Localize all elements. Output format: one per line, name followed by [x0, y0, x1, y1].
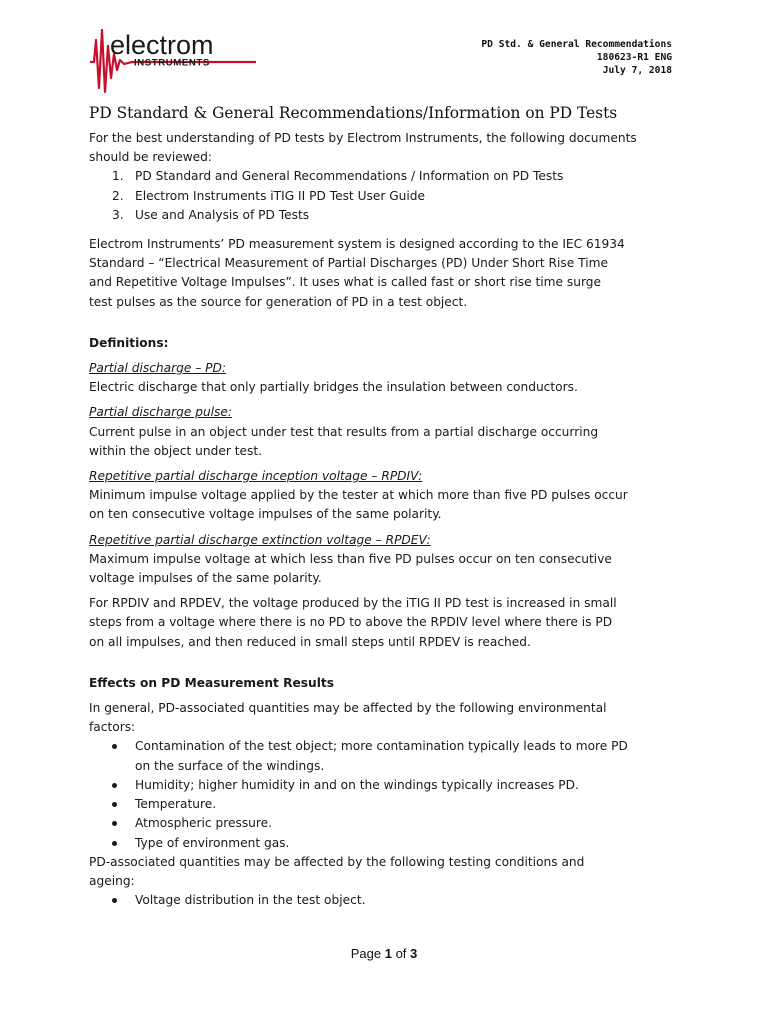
list-item: [89, 187, 689, 206]
list-item: [89, 795, 689, 814]
paragraph-line: PD-associated quantities may be affected by the following testing conditions and: [89, 854, 585, 869]
definition-text: Maximum impulse voltage at which less than five PD pulses occur on ten consecutive: [89, 551, 612, 566]
logo-wordmark: electrom: [110, 30, 214, 60]
list-item-text: Electrom Instruments iTIG II PD Test User Guide: [135, 188, 426, 203]
testing-conditions-intro: [89, 853, 689, 891]
definition-item: [89, 359, 689, 397]
bullet-icon: [112, 783, 117, 788]
list-item-text: PD Standard and General Recommendations / Information on PD Tests: [135, 169, 564, 184]
intro-line: should be reviewed:: [89, 150, 213, 165]
bullet-icon: [112, 744, 117, 749]
list-item: [89, 891, 689, 910]
list-item-text: on the surface of the windings.: [135, 758, 325, 773]
bullet-icon: [112, 841, 117, 846]
list-item: [89, 776, 689, 795]
current-page-number: 1: [384, 946, 392, 961]
definition-text: voltage impulses of the same polarity.: [89, 571, 322, 586]
definition-term: Partial discharge – PD:: [89, 361, 227, 376]
page-title: PD Standard & General Recommendations/Information on PD Tests: [89, 104, 618, 122]
definition-text: on ten consecutive voltage impulses of the same polarity.: [89, 507, 442, 522]
definition-text: within the object under test.: [89, 443, 262, 458]
paragraph-line: steps from a voltage where there is no PD to above the RPDIV level where there is PD: [89, 615, 613, 630]
paragraph-line: test pulses as the source for generation of PD in a test object.: [89, 294, 468, 309]
paragraph-line: Standard – “Electrical Measurement of Partial Discharges (PD) Under Short Rise Time: [89, 256, 608, 271]
testing-conditions-list: [89, 891, 689, 910]
intro-line: For the best understanding of PD tests by Electrom Instruments, the following documents: [89, 131, 637, 145]
intro-paragraph: [89, 129, 689, 167]
definition-item: [89, 531, 689, 589]
definition-term: Partial discharge pulse:: [89, 405, 233, 420]
header-doc-number: 180623-R1 ENG: [596, 52, 672, 64]
paragraph-line: on all impulses, and then reduced in small steps until RPDEV is reached.: [89, 634, 531, 649]
logo-subtitle: INSTRUMENTS: [134, 57, 210, 69]
list-number: 1.: [112, 169, 124, 184]
definition-item: [89, 403, 689, 461]
list-item-text: Type of environment gas.: [135, 835, 290, 850]
rpdiv-note-paragraph: [89, 594, 689, 652]
list-item: [89, 206, 689, 225]
bullet-icon: [112, 898, 117, 903]
list-number: 3.: [112, 207, 124, 222]
list-item-text: Use and Analysis of PD Tests: [135, 207, 310, 222]
list-item: [89, 814, 689, 833]
list-item-text: Atmospheric pressure.: [135, 816, 273, 831]
environmental-factors-intro: [89, 699, 689, 737]
list-item: [89, 834, 689, 853]
paragraph-line: Electrom Instruments’ PD measurement system is designed according to the IEC 61934: [89, 237, 625, 252]
list-item-text: Temperature.: [135, 797, 217, 812]
header-doc-date: July 7, 2018: [602, 65, 672, 77]
paragraph-line: For RPDIV and RPDEV, the voltage produced by the iTIG II PD test is increased in small: [89, 596, 617, 611]
document-body: [89, 129, 689, 910]
iec-paragraph: [89, 235, 689, 312]
environmental-factors-list: [89, 737, 689, 852]
definition-text: Electric discharge that only partially bridges the insulation between conductors.: [89, 380, 578, 395]
definition-term: Repetitive partial discharge inception voltage – RPDIV:: [89, 469, 423, 484]
paragraph-line: ageing:: [89, 873, 135, 888]
definition-item: [89, 467, 689, 525]
of-word: of: [395, 946, 407, 961]
effects-heading: Effects on PD Measurement Results: [89, 675, 334, 690]
list-item-text: Voltage distribution in the test object.: [135, 893, 366, 908]
bullet-icon: [112, 802, 117, 807]
list-item: [89, 737, 689, 775]
definition-text: Minimum impulse voltage applied by the tester at which more than five PD pulses occur: [89, 488, 628, 503]
header-doc-title: PD Std. & General Recommendations: [481, 39, 672, 50]
paragraph-line: factors:: [89, 720, 136, 735]
definition-term: Repetitive partial discharge extinction voltage – RPDEV:: [89, 532, 431, 547]
total-page-count: 3: [410, 946, 418, 961]
page-footer: [0, 946, 768, 961]
bullet-icon: [112, 821, 117, 826]
review-documents-list: [89, 167, 689, 225]
list-number: 2.: [112, 188, 124, 203]
paragraph-line: In general, PD-associated quantities may be affected by the following environmental: [89, 701, 607, 716]
definition-text: Current pulse in an object under test that results from a partial discharge occurring: [89, 424, 599, 439]
list-item-text: Humidity; higher humidity in and on the windings typically increases PD.: [135, 777, 579, 792]
list-item-text: Contamination of the test object; more contamination typically leads to more PD: [135, 739, 628, 754]
page-word: Page: [350, 946, 382, 961]
paragraph-line: and Repetitive Voltage Impulses”. It uses what is called fast or short rise time surge: [89, 275, 601, 290]
list-item: [89, 167, 689, 186]
company-logo: [88, 26, 258, 96]
document-header: [481, 38, 672, 78]
definitions-heading: Definitions:: [89, 335, 169, 350]
